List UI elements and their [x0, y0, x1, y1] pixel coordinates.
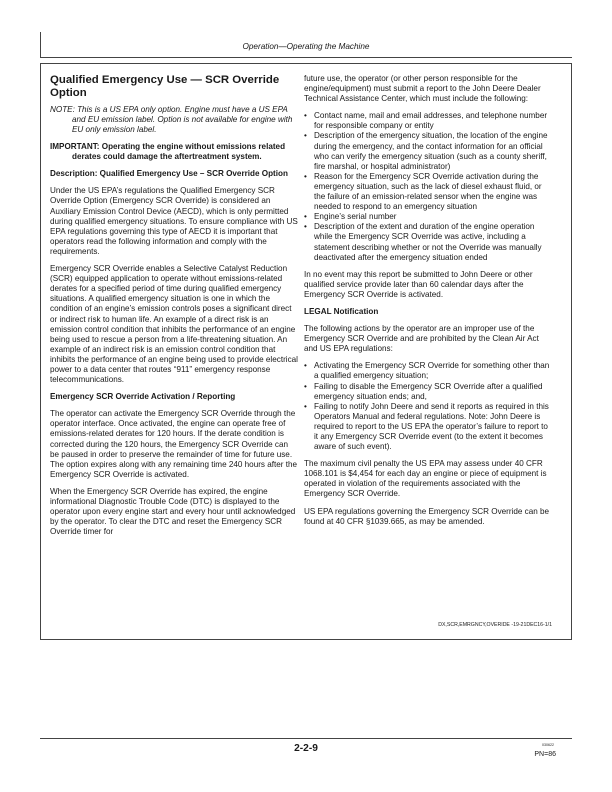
list-item: • Contact name, mail and email addresses, and telephone number for responsible company or entity	[304, 111, 552, 131]
legal-heading: LEGAL Notification	[304, 306, 379, 316]
prohibited-actions-list	[304, 361, 552, 452]
header-bottom-rule	[40, 57, 572, 58]
footer-rule	[40, 738, 572, 739]
content-right-rule	[571, 63, 572, 640]
content-left-rule	[40, 63, 41, 640]
activation-heading: Emergency SCR Override Activation / Reporting	[50, 392, 236, 402]
list-item: • Engine’s serial number	[304, 212, 552, 222]
document-code: DX,SCR,EMRGNCY,OVERIDE -19-21DEC16-1/1	[438, 622, 552, 628]
paragraph: In no event may this report be submitted to John Deere or other qualified service provide later than 60 calendar days after the Emergency SCR Override is activated.	[304, 269, 533, 299]
list-item: • Reason for the Emergency SCR Override activation during the emergency situation, such as the lack of diesel exhaust fluid, or the failure of an emission-related sensor when the engine was needed to respond to an emergency situation	[304, 172, 552, 212]
list-item: • Description of the extent and duration of the engine operation while the Emergency SCR Override was active, including a statement describing whether or not the Override was manually deactivated after the emergency situation ended	[304, 222, 552, 262]
paragraph: Under the US EPA’s regulations the Qualified Emergency SCR Override Option (Emergency SCR Override) is considered an Auxiliary Emission Control Device (AECD), which is only permitted during qualified emergency situations. To ensure compliance with US EPA regulations governing this type of AECD it is important that operators read the following information and comply with the requirements.	[50, 186, 298, 256]
list-item: • Activating the Emergency SCR Override for something other than a qualified emergency situation;	[304, 361, 552, 381]
paragraph: Emergency SCR Override enables a Selective Catalyst Reduction (SCR) equipped application to operate without emissions-related derates for a specified period of time during qualified emergency situations. A qualified emergency situation is one in which the condition of an engine’s emission controls poses a significant direct or indirect risk to human life. An example of a direct risk is an emission control condition that inhibits the performance of an engine being used to rescue a person from a life-threatening situation. An example of an indirect risk is an emission control condition that inhibits the performance of an engine being used to provide electrical power to a data center that routes “911” emergency response telecommunications.	[50, 264, 298, 385]
paragraph: When the Emergency SCR Override has expired, the engine informational Diagnostic Trouble Code (DTC) is displayed to the operator upon every engine start and every hour until acknowledged by the operator. To clear the DTC and reset the Emergency SCR Override timer for	[50, 486, 296, 537]
pn-label: PN=86	[534, 751, 556, 758]
important-text: IMPORTANT: Operating the engine without emissions related derates could damage the aftertreatment system.	[50, 142, 286, 162]
paragraph: US EPA regulations governing the Emergency SCR Override can be found at 40 CFR §1039.665, as may be amended.	[304, 506, 550, 526]
content-top-rule	[40, 63, 572, 64]
paragraph: future use, the operator (or other person responsible for the engine/equipment) must submit a report to the John Deere Dealer Technical Assistance Center, which must include the following:	[304, 74, 541, 104]
report-requirements-list	[304, 111, 552, 262]
right-column	[304, 74, 552, 534]
list-item: • Failing to notify John Deere and send it reports as required in this Operators Manual and federal regulations. Note: John Deere is required to report to the US EPA the operator’s failure to report to it any Emergency SCR Override event (to the extent it becomes aware of such event).	[304, 402, 552, 452]
list-item: • Failing to disable the Emergency SCR Override after a qualified emergency situation ends; and,	[304, 382, 552, 402]
content-bottom-rule	[40, 639, 572, 640]
page-number: 2-2-9	[294, 743, 318, 754]
description-heading: Description: Qualified Emergency Use – SCR Override Option	[50, 169, 288, 179]
left-column	[50, 74, 298, 544]
paragraph: The maximum civil penalty the US EPA may assess under 40 CFR 1068.101 is $4,454 for each day an engine or piece of equipment is operated in violation of the requirements associated with the Emergency SCR Override.	[304, 459, 547, 499]
print-code: 030622	[542, 743, 554, 747]
running-header: Operation—Operating the Machine	[242, 42, 370, 51]
paragraph: The following actions by the operator are an improper use of the Emergency SCR Override and are prohibited by the Clean Air Act and US EPA regulations:	[304, 324, 539, 354]
note-text: NOTE: This is a US EPA only option. Engine must have a US EPA and EU emission label. Option is not available for engine with EU only emission label.	[50, 104, 293, 134]
list-item: • Description of the emergency situation, the location of the engine during the emergency, and the contact information for an official who can verify the emergency situation (such as a county sheriff, fire marshal, or hospital administrator)	[304, 131, 552, 171]
paragraph: The operator can activate the Emergency SCR Override through the operator interface. Once activated, the engine can operate free of emissions-related derates for 120 hours. If the derate condition is corrected during the 120 hours, the Emergency SCR Override can be paused in order to preserve the remainder of time for future use. The option expires along with any remaining time 240 hours after the Emergency SCR Override is activated.	[50, 409, 298, 479]
section-title: Qualified Emergency Use — SCR Override Option	[50, 74, 280, 100]
